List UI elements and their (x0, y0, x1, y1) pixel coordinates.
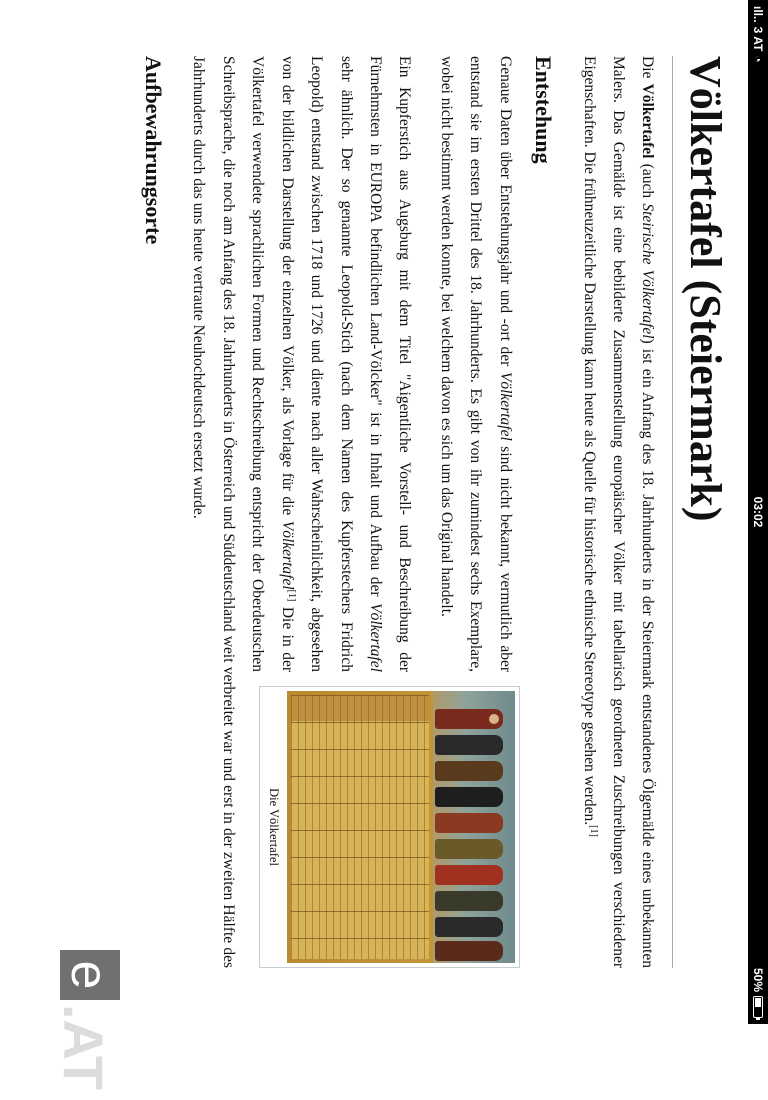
signal-icon: ıll.. (751, 6, 765, 23)
page-title: Völkertafel (Steiermark) (672, 56, 730, 968)
status-bar-content (748, 0, 768, 1024)
carrier-label: 3 AT (751, 26, 765, 52)
intro-text-2: (auch (639, 158, 657, 204)
reference-link[interactable]: [1] (587, 825, 599, 837)
para1-text-1: Genaue Daten über Entstehungsjahr und -ort der (496, 56, 514, 372)
section-heading-entstehung: Entstehung (531, 56, 557, 164)
section-heading-aufbewahrungsorte: Aufbewahrungsorte (140, 56, 166, 245)
para2-text-1: Ein Kupferstich aus Augsburg mit dem Titel "Aigentliche Vorstell- und Beschreibung der Fürnehmsten in EUROPA befindlichen Land-Völcker" ist in Inhalt und Aufbau der (366, 56, 414, 672)
image-caption: Die Völkertafel (266, 788, 281, 866)
intro-paragraph (574, 56, 662, 968)
para1-text-2: sind nicht bekannt, vermutlich aber entstand sie im ersten Drittel des 18. Jahrhunderts. Es gibt von ihr zumindest sechs Exemplare, wobei nicht bestimmt werden konnte, bei welchem davon es sich um das Original handelt. (437, 56, 514, 672)
battery-icon (753, 996, 763, 1018)
para2-text-3: Die in der Völkertafel verwendete sprachlichen Formen und Rechtschreibung entspricht der Oberdeutschen Schreibsprache, die noch am Anfang des 18. Jahrhunderts in Österreich und Süddeutschland weit verbreitet war und erst in der zweiten Hälfte des Jahrhunderts durch das uns heute vertraute Neuhochdeutsch ersetzt wurde. (190, 56, 296, 968)
e-at-logo (52, 950, 122, 1100)
battery-percent: 50% (751, 967, 765, 992)
para2-italic-term-2: Völkertafel (278, 520, 296, 590)
reference-link[interactable]: [1] (285, 589, 297, 602)
intro-text-1: Die (639, 56, 657, 84)
svg-text:.AT: .AT (52, 1004, 115, 1091)
image-thumbnail[interactable] (259, 686, 520, 968)
intro-italic-term: Steirische Völkertafel (639, 203, 657, 339)
para2-italic-term-1: Völkertafel (366, 603, 384, 672)
intro-text-3: ) ist ein Anfang des 18. Jahrhunderts in der Steiermark entstandenes Ölgemälde eines unbekannten Malers. Das Gemälde ist eine bebilderte Zusammenstellung europäischer Völker mit tabellarisch geordneten Zuschreibungen verschiedener Eigenschaften. Die frühneuzeitliche Darstellung kann heute als Quelle für historische ethnische Stereotype gesehen werden. (580, 56, 657, 968)
wifi-icon: ◔ (751, 55, 765, 63)
para2-text-2: sehr ähnlich. Der so genannte Leopold-Stich (nach dem Namen des Kupferstechers Fridrich Leopold) entstand zwischen 1718 und 1726 und diente nach aller Wahrscheinlichkeit, abgesehen von der bildlichen Darstellung der einzelnen Völker, als Vorlage für die (278, 56, 355, 672)
para1-italic-term: Völkertafel (496, 371, 514, 441)
voelkertafel-image[interactable] (287, 691, 515, 963)
clock: 03:02 (751, 496, 765, 528)
svg-text:e: e (60, 960, 118, 990)
intro-bold-term: Völkertafel (639, 83, 657, 159)
